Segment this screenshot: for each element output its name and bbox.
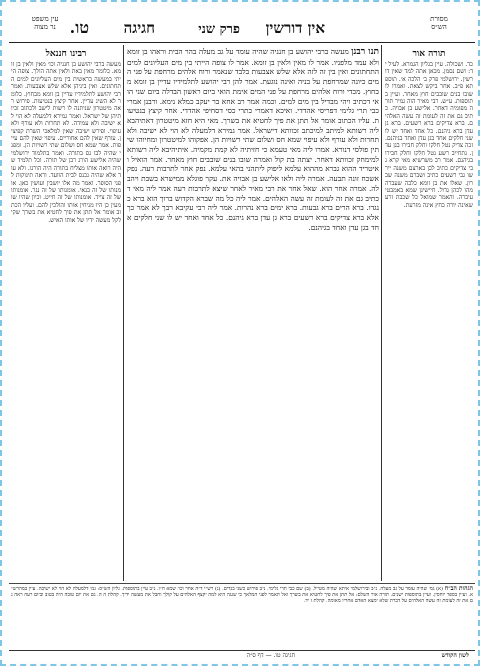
- footnotes-label: הגהות הב״ח: [444, 586, 473, 592]
- main-text-lead: תנו רבנן: [351, 47, 379, 57]
- main-text-column: [127, 47, 379, 531]
- page-footer: [9, 650, 475, 660]
- header-divider: [9, 42, 475, 43]
- header-folio: טו.: [69, 18, 89, 37]
- header-right-label: מסורת הש״ס: [430, 15, 448, 31]
- footnotes-block: [11, 586, 473, 646]
- left-column-text: מעשה ברבי יהושע בן חנניה וכו׳ מאין ולאין בן זומא. כלומר מאין באת ולאין אתה הולך. צופה הייתי במעשה בראשית בין מים העליונים למים התחתונים. ואין ביניהן אלא שלש אצבעות. ואמר רבי יהושע לתלמידיו עדיין בן זומא מבחוץ. כלומר לא השיג עדיין. אחר קיצץ בנטיעות. פירוש ראה מיטטרון שניתנה לו רשות לישב ולכתוב זכיותיהן של ישראל. ואמר גמירא דלמעלה לא הוי לא ישיבה ולא עמידה. לא תחרות ולא עורף ולא עיפוי. ופירש ישיבה שאין למלאכי השרת קפיצין. עורף שאין להם אחוריים. עיפוי שאין להם עייפות. אמר שמא חס ושלום שתי רשויות הן. ומפני שהיה לבו גס בתורה. ואמר בתלמוד ירושלמי שהיה אלישע הורג רבן של תורה. וכל תלמיד שהיה רואה אותו מצליח בתורה היה הורגו. ולא עוד אלא שהיה נכנס לבית הוועד. וראה תינוקות לפני הסופר. ואמר מה אלו יושבין ועושין כאן. אומנותו של זה בנאי. אומנותו של זה נגר. אומנותו של זה צייד. אומנותו של זה חייט. וכיון שהיו שומעין כן היו מניחין אותו והולכין להם. ועליו הכתוב אומר אל תתן את פיך לחטיא את בשרך שקילקל מעשה ידיו של אותו האיש.: [11, 61, 121, 224]
- header-tractate: חגיגה: [123, 19, 155, 37]
- right-column-heading: תורה אור: [412, 49, 446, 59]
- right-column-text: כד. ושכולה. עיין בגליון הגמרא. לעיל יד: ושם נסמן. מכאן אתה למד שאין דורשין. ירושלמי פרק ב׳ הלכה א׳. תוספתא פ״ב. אחר ביקש לצאת. ואמרו לו שובו בנים שובבים חוץ מאחר. ועיין בתוספות. ע״ש. רבי מאיר הוה גמיר תורה מפומיה דאחר. אלישע בן אבויה. כתיב גם את זה לעומת זה עשה האלהים. ברא צדיקים ברא רשעים. ברא גן עדן ברא גיהנם. כל אחד ואחד יש לו שני חלקים אחד בגן עדן ואחד בגיהנם. זכה צדיק נטל חלקו וחלק חבירו בגן עדן. נתחייב רשע נטל חלקו וחלק חבירו בגיהנם. אמר רב משרשיא מאי קרא גבי צדיקים כתיב לכן בארצם משנה יירשו גבי רשעים כתיב ושברם משנה שברון. שאלו את בן זומא כלבה שעברה מהו לכהן גדול. חיישינן שמא באמבטי עיברה. והאמר שמואל כל שכבת זרע שאינה יורה כחץ אינה מזרעת.: [385, 61, 473, 209]
- right-commentary-column: [385, 47, 473, 579]
- column-divider-left: [123, 45, 124, 581]
- talmud-page: [9, 9, 475, 661]
- main-text-body: מעשה ברבי יהושע בן חנניה שהיה עומד על גב מעלה בהר הבית וראהו בן זומא ולא עמד מלפניו. אמר לו מאין ולאין בן זומא. אמר לו צופה הייתי בין מים העליונים למים התחתונים ואין בין זה לזה אלא שלש אצבעות בלבד שנאמר ורוח אלהים מרחפת על פני המים כיונה שמרחפת על בניה ואינה נוגעת. אמר להן רבי יהושע לתלמידיו עדיין בן זומא מבחוץ. מכדי ורוח אלהים מרחפת על פני המים אימת הואי ביום ראשון הבדלה ביום שני הואי דכתיב ויהי מבדיל בין מים למים. וכמה אמר רב אחא בר יעקב כמלא נימא. ורבנן אמרי כבי תרי גלימי דפריסי אהדדי. ואיכא דאמרי כתרי כסי דסחיפי אהדדי. אחר קיצץ בנטיעות. עליו הכתוב אומר אל תתן את פיך לחטיא את בשרך. מאי היא חזא מיטטרון דאתיהבא ליה רשותא למיתב למיכתב זכוותא דישראל. אמר גמירא דלמעלה לא הוי לא ישיבה ולא תחרות ולא עורף ולא עיפוי שמא חס ושלום שתי רשויות הן. אפקוהו למיטטרון ומחיוהו שיתין פולסי דנורא. אמרו ליה מאי טעמא כי חזיתיה לא קמת מקמיה. איתיהיבא ליה רשותא למימחק זכוותא דאחר. יצתה בת קול ואמרה שובו בנים שובבים חוץ מאחר. אמר הואיל ואיטריד ההוא גברא מההוא עלמא ליפוק ליתהני בהאי עלמא. נפק אחר לתרבות רעה. נפק אשכח זונה תבעה. אמרה ליה ולאו אלישע בן אבויה את. עקר פוגלא ממישרא בשבת ויהב לה. אמרה אחר הוא. שאל אחר את רבי מאיר לאחר שיצא לתרבות רעה אמר ליה מאי דכתיב גם את זה לעומת זה עשה האלהים. אמר ליה כל מה שברא הקדוש ברוך הוא ברא כנגדו. ברא הרים ברא גבעות. ברא ימים ברא נהרות. אמר ליה רבי עקיבא רבך לא אמר כך אלא ברא צדיקים ברא רשעים ברא גן עדן ברא גיהנם. כל אחד ואחד יש לו שני חלקים אחד בגן עדן ואחד בגיהנם.: [127, 47, 379, 232]
- footnotes-divider: [9, 583, 475, 584]
- page-header: [9, 13, 475, 43]
- footer-page-ref: חגיגה טו. — דף ס״ה: [246, 652, 295, 659]
- footer-title: לשון הקודש: [441, 652, 469, 659]
- header-left-label: עין משפט נר מצוה: [31, 15, 59, 31]
- footnotes-text: (א) גמ׳ שהיה עומד על גב מעלה. נ״ב ובירושלמי איתא שהיה מטייל. (ב) שם כבי תרי גלימי. נ״ב פירוש כשני בגדים. (ג) רש״י ד״ה אחר וכו׳ שמא ח״ו. נ״ב עיין בתוספות. גליון הש״ס: גמ׳ דלמעלה לא הוי לא ישיבה. עיין במהרש״א. ועיין בספר יוחסין. ועיין בתוספות ישנים. תורה אור השלם: אל תתן את פיך לחטיא את בשרך ואל תאמר לפני המלאך כי שגגה היא למה יקצף האלהים על קולך וחבל את מעשה ידיך. קהלת ה ה. גם את יום טובה היה בטוב וביום רעה ראה גם את זה לעומת זה עשה האלהים על דברת שלא ימצא האדם אחריו מאומה. קהלת ז יד.: [11, 586, 473, 605]
- left-commentary-column: [11, 47, 121, 579]
- header-chapter-name: אין דורשין: [265, 19, 325, 37]
- left-column-heading: רבינו חננאל: [45, 49, 87, 59]
- header-chapter-number: פרק שני: [198, 22, 240, 37]
- column-divider-right: [381, 45, 382, 581]
